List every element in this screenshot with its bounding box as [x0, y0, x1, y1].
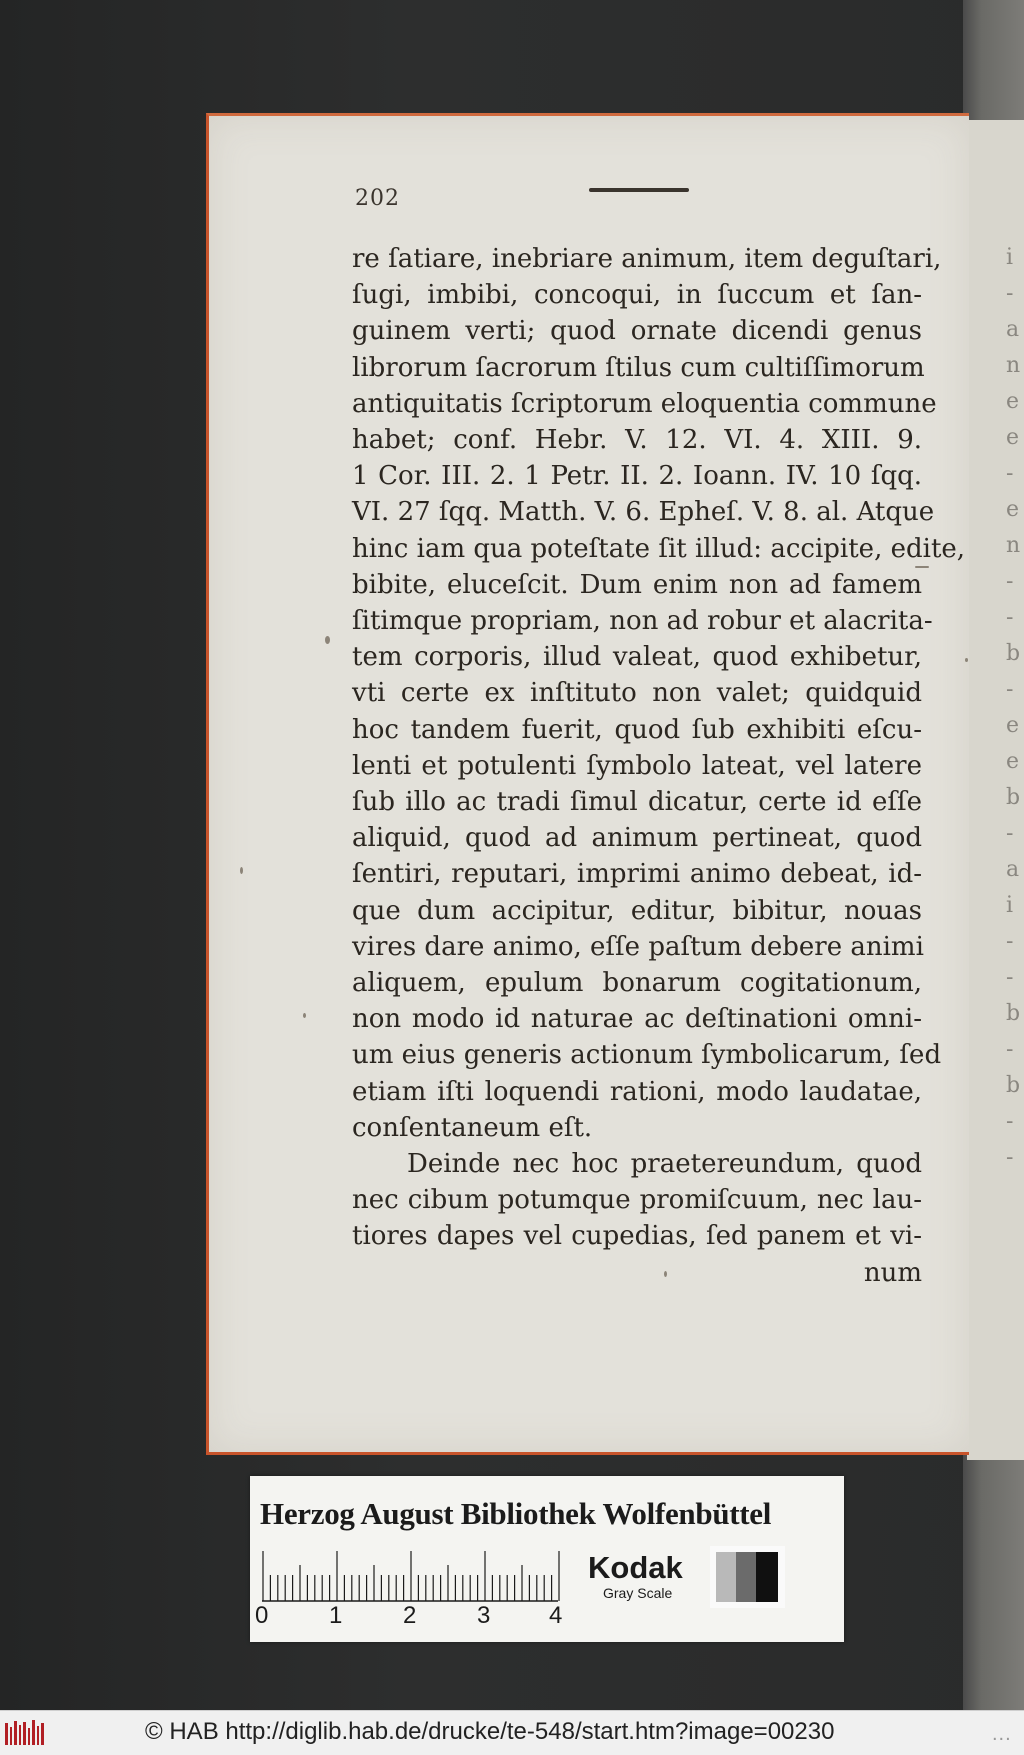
paper-speck [915, 566, 929, 568]
adjacent-letter: - [1006, 1145, 1014, 1170]
text-line: 1 Cor. III. 2. 1 Petr. II. 2. Ioann. IV. 10 ſqq. [352, 461, 922, 492]
text-line: antiquitatis ſcriptorum eloquentia commune [352, 388, 937, 419]
measurement-ruler [262, 1550, 562, 1602]
text-line: nec cibum potumque promiſcuum, nec lau- [352, 1185, 922, 1216]
adjacent-letter: - [1006, 569, 1014, 594]
adjacent-letter: - [1006, 965, 1014, 990]
text-line: habet; conf. Hebr. V. 12. VI. 4. XIII. 9. [352, 425, 922, 456]
text-line: guinem verti; quod ornate dicendi genus [352, 316, 922, 347]
adjacent-letter: e [1006, 389, 1020, 414]
adjacent-letter: n [1006, 533, 1021, 558]
adjacent-letter: - [1006, 929, 1014, 954]
adjacent-letter: a [1006, 857, 1020, 882]
text-line: vti certe ex inſtituto non valet; quidquid [352, 678, 922, 709]
copyright-url[interactable]: © HAB http://diglib.hab.de/drucke/te-548/start.htm?image=00230 [145, 1718, 835, 1745]
text-line: lenti et potulenti ſymbolo lateat, vel latere [352, 750, 922, 781]
paper-speck [303, 1013, 306, 1018]
book-page [206, 113, 969, 1455]
text-line: hoc tandem fuerit, quod ſub exhibiti eſcu- [352, 714, 922, 745]
adjacent-letter: b [1006, 785, 1021, 810]
gray-swatch-mid [736, 1552, 756, 1602]
adjacent-letter: e [1006, 713, 1020, 738]
text-line: conſentaneum eſt. [352, 1112, 593, 1143]
adjacent-letter: i [1006, 245, 1014, 270]
adjacent-letter: b [1006, 1001, 1021, 1026]
adjacent-letter: - [1006, 821, 1014, 846]
text-line: ſugi, imbibi, concoqui, in ſuccum et ſan- [352, 280, 922, 311]
text-line: aliquid, quod ad animum pertineat, quod [352, 823, 922, 854]
gray-swatches [710, 1546, 785, 1608]
adjacent-letter: - [1006, 461, 1014, 486]
header-rule [589, 188, 689, 192]
adjacent-page-letters [1006, 240, 1024, 1176]
text-line: Deinde nec hoc praetereundum, quod [407, 1149, 922, 1180]
ruler-number: 4 [549, 1602, 563, 1629]
text-line: num [863, 1257, 922, 1288]
adjacent-letter: e [1006, 749, 1020, 774]
paper-speck [325, 636, 330, 644]
color-calibration-card [250, 1476, 844, 1642]
ruler-number: 2 [403, 1602, 417, 1629]
adjacent-letter: n [1006, 353, 1021, 378]
page-number: 202 [355, 186, 400, 211]
text-line: librorum ſacrorum ſtilus cum cultiſſimorum [352, 352, 925, 383]
text-line: etiam iſti loquendi rationi, modo laudatae, [352, 1076, 922, 1107]
text-line: aliquem, epulum bonarum cogitationum, [352, 968, 922, 999]
text-line: hinc iam qua poteſtate ſit illud: accipite, edite, [352, 533, 966, 564]
text-line: bibite, eluceſcit. Dum enim non ad famem [352, 569, 922, 600]
text-line: tem corporis, illud valeat, quod exhibetur, [352, 642, 922, 673]
text-line: ſentiri, reputari, imprimi animo debeat, id- [352, 859, 922, 890]
adjacent-letter: e [1006, 497, 1020, 522]
text-line: que dum accipitur, editur, bibitur, nouas [352, 895, 922, 926]
text-line: VI. 27 ſqq. Matth. V. 6. Epheſ. V. 8. al. Atque [352, 497, 935, 528]
text-line: ſub illo ac tradi ſimul dicatur, certe id eſſe [352, 787, 922, 818]
paper-speck [965, 658, 968, 662]
text-line: vires dare animo, eſſe paſtum debere animi [352, 931, 924, 962]
text-line: ſitimque propriam, non ad robur et alacrita- [352, 606, 933, 637]
gray-swatch-light [716, 1552, 736, 1602]
adjacent-letter: b [1006, 641, 1021, 666]
adjacent-letter: - [1006, 1037, 1014, 1062]
text-line: tiores dapes vel cupedias, ſed panem et vi- [352, 1221, 922, 1252]
ruler-number: 0 [255, 1602, 269, 1629]
adjacent-letter: - [1006, 677, 1014, 702]
text-line: um eius generis actionum ſymbolicarum, ſed [352, 1040, 942, 1071]
adjacent-letter: - [1006, 605, 1014, 630]
adjacent-letter: a [1006, 317, 1020, 342]
gray-scale-label: Gray Scale [603, 1585, 673, 1601]
text-line: re ſatiare, inebriare animum, item deguſtari, [352, 244, 942, 274]
page-text [352, 241, 966, 1291]
adjacent-letter: - [1006, 281, 1014, 306]
paper-speck [240, 867, 243, 874]
hab-logo-icon [4, 1719, 46, 1747]
more-icon[interactable]: ... [992, 1723, 1012, 1745]
ruler-number: 1 [329, 1602, 343, 1629]
ruler-number: 3 [477, 1602, 491, 1629]
status-bar [0, 1710, 1024, 1755]
adjacent-letter: b [1006, 1073, 1021, 1098]
paper-speck [664, 1271, 667, 1277]
adjacent-letter: - [1006, 1109, 1014, 1134]
kodak-logo: Kodak [588, 1550, 683, 1585]
library-name: Herzog August Bibliothek Wolfenbüttel [260, 1496, 772, 1531]
adjacent-letter: e [1006, 425, 1020, 450]
adjacent-letter: i [1006, 893, 1014, 918]
gray-swatch-dark [756, 1552, 778, 1602]
text-line: non modo id naturae ac deſtinationi omni- [352, 1004, 922, 1035]
